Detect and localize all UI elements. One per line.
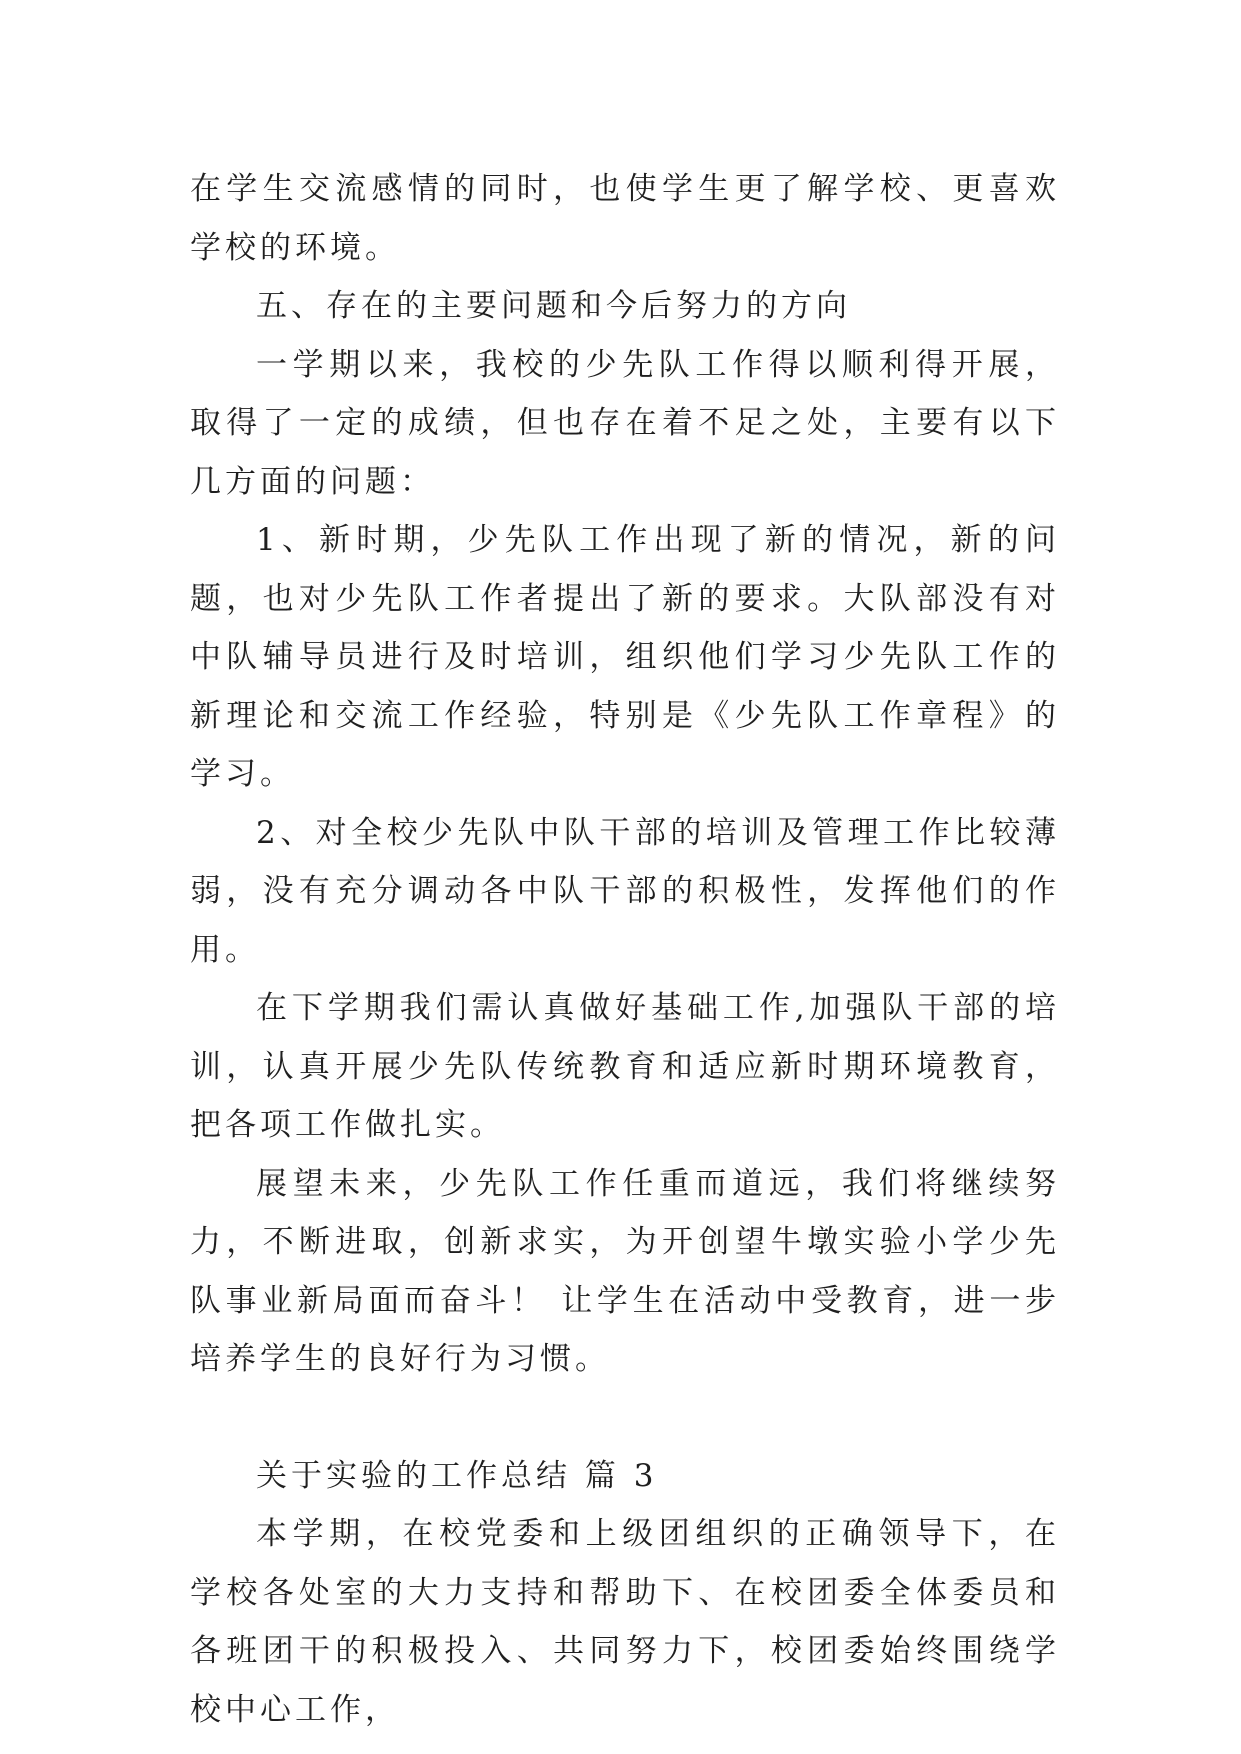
paragraph-problem-1: 1、新时期，少先队工作出现了新的情况，新的问题，也对少先队工作者提出了新的要求。大队部没有对中队辅导员进行及时培训，组织他们学习少先队工作的新理论和交流工作经验，特别是《少先队工作章程》的学习。 <box>190 522 1060 792</box>
paragraph-problem-2: 2、对全校少先队中队干部的培训及管理工作比较薄弱，没有充分调动各中队干部的积极性，发挥他们的作用。 <box>190 814 1060 968</box>
document-body <box>190 160 1060 1739</box>
section-spacer <box>190 1389 1060 1447</box>
paragraph-continuation: 在学生交流感情的同时，也使学生更了解学校、更喜欢学校的环境。 <box>190 171 1060 266</box>
paragraph-section-intro: 本学期，在校党委和上级团组织的正确领导下，在学校各处室的大力支持和帮助下、在校团委全体委员和各班团干的积极投入、共同努力下，校团委始终围绕学校中心工作， <box>190 1516 1060 1728</box>
paragraph-semester-summary: 一学期以来，我校的少先队工作得以顺利得开展，取得了一定的成绩，但也存在着不足之处，主要有以下几方面的问题： <box>190 346 1060 500</box>
paragraph-next-term-plan: 在下学期我们需认真做好基础工作,加强队干部的培训，认真开展少先队传统教育和适应新时期环境教育，把各项工作做扎实。 <box>190 990 1060 1143</box>
paragraph-outlook: 展望未来，少先队工作任重而道远，我们将继续努力，不断进取，创新求实，为开创望牛墩实验小学少先队事业新局面而奋斗！ 让学生在活动中受教育，进一步培养学生的良好行为习惯。 <box>190 1165 1060 1377</box>
section-heading: 关于实验的工作总结 篇 3 <box>256 1457 658 1494</box>
section-five-heading: 五、存在的主要问题和今后努力的方向 <box>256 288 851 324</box>
